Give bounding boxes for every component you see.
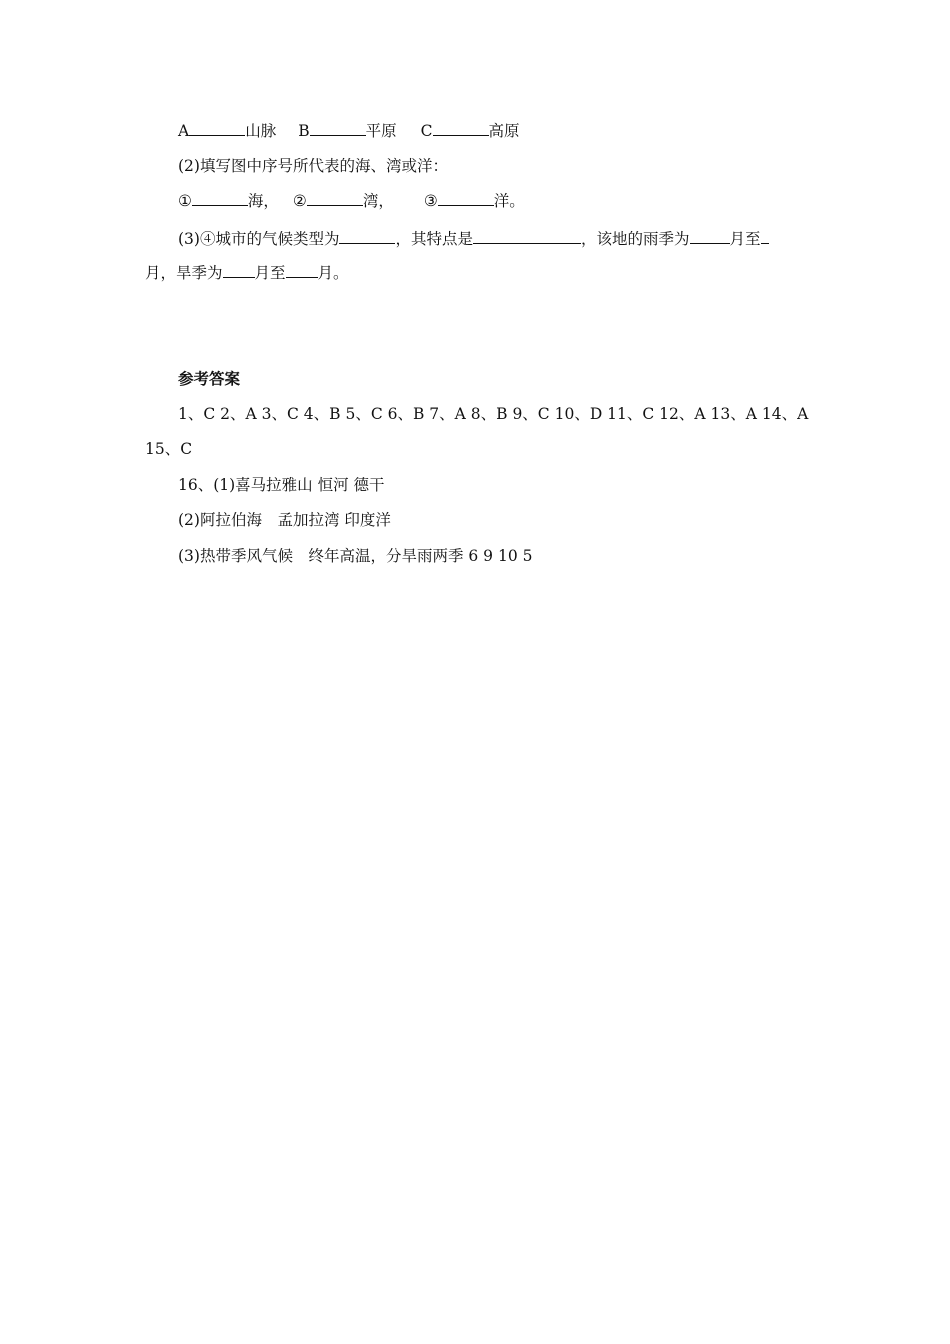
label-b: B	[298, 122, 310, 140]
blank-ocean	[438, 191, 494, 206]
blank-rainy-end	[761, 229, 769, 244]
answers-heading: 参考答案	[178, 370, 241, 388]
label-a-suffix: 山脉	[245, 122, 277, 140]
item-1-suffix: 海，	[247, 192, 279, 210]
mc-answers-line-1: 1、C 2、A 3、C 4、B 5、C 6、B 7、A 8、B 9、C 10、D 11、C 12、A 13、A 14、A	[178, 405, 809, 423]
q3-line-2	[145, 263, 349, 283]
item-2-suffix: 湾，	[362, 192, 394, 210]
q3-part-7: 月。	[317, 264, 349, 282]
label-a: A	[178, 122, 190, 140]
blank-rainy-start	[690, 229, 730, 244]
item-3-marker: ③	[423, 192, 438, 210]
label-b-suffix: 平原	[365, 122, 397, 140]
q3-part-1: (3)④城市的气候类型为	[178, 230, 340, 248]
q3-part-2: ，其特点是	[395, 230, 473, 248]
blank-sea	[192, 191, 248, 206]
label-c: C	[420, 122, 433, 140]
q2-prompt: (2)填写图中序号所代表的海、湾或洋：	[178, 157, 448, 175]
q3-line-1	[178, 229, 769, 249]
item-3-suffix: 洋。	[493, 192, 525, 210]
sea-blanks-line	[178, 191, 525, 211]
blank-c	[433, 121, 489, 136]
q3-part-6: 月至	[254, 264, 286, 282]
blank-a	[189, 121, 245, 136]
blank-bay	[307, 191, 363, 206]
blank-climate-feature	[473, 229, 581, 244]
blank-dry-end	[286, 263, 318, 278]
mc-answers-line-2: 15、C	[145, 440, 193, 458]
landform-blanks-line	[178, 121, 520, 141]
blank-b	[310, 121, 366, 136]
q3-part-5: 月，旱季为	[145, 264, 223, 282]
answer-16-part-1: 16、(1)喜马拉雅山 恒河 德干	[178, 476, 385, 494]
q3-part-4: 月至	[729, 230, 761, 248]
answer-16-part-3: (3)热带季风气候 终年高温，分旱雨两季 6 9 10 5	[178, 547, 533, 565]
item-2-marker: ②	[292, 192, 307, 210]
blank-dry-start	[223, 263, 255, 278]
blank-climate-type	[339, 229, 395, 244]
q3-part-3: ，该地的雨季为	[580, 230, 690, 248]
answer-16-part-2: (2)阿拉伯海 孟加拉湾 印度洋	[178, 511, 391, 529]
label-c-suffix: 高原	[488, 122, 520, 140]
item-1-marker: ①	[178, 192, 192, 210]
